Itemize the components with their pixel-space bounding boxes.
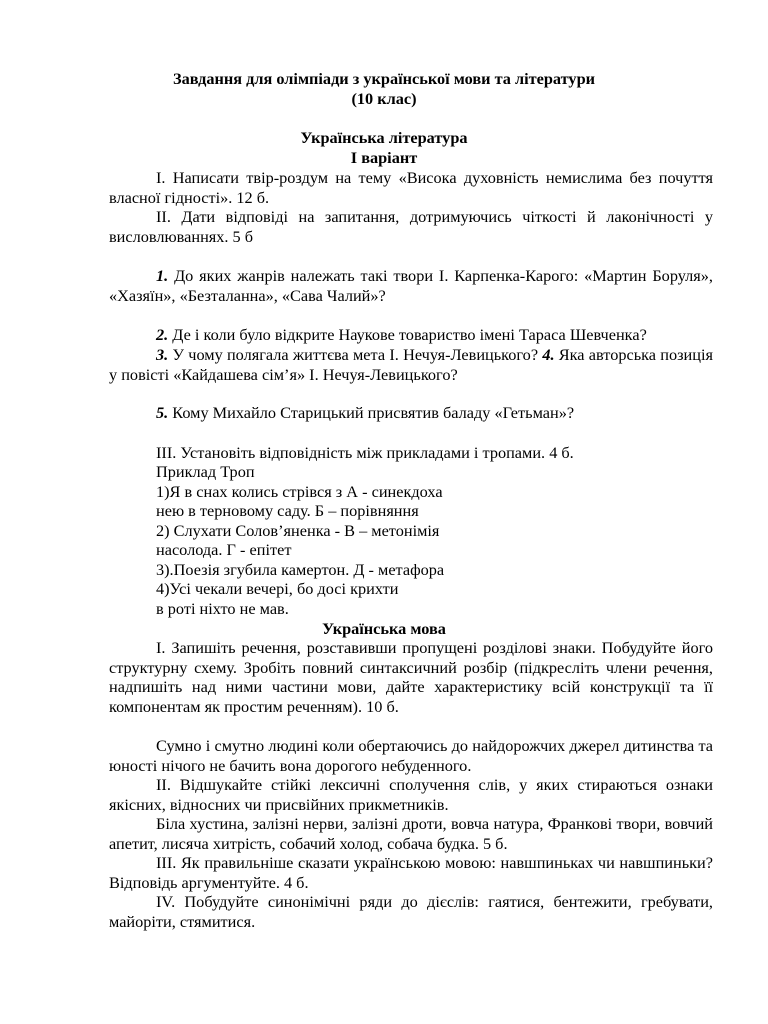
question-text: Яка авторська позиція у повісті «Кайдашева сім’я» І. Нечуя-Левицького? — [109, 345, 713, 384]
language-task-1: І. Запишіть речення, розставивши пропущені розділові знаки. Побудуйте його структурну схему. Зробіть повний синтаксичний розбір (підкресліть члени речення, надпишіть над ними частини мови, дайте характеристику всій конструкції та її компонентам як простим реченням). 10 б. — [109, 638, 713, 716]
variant-label: І варіант — [350, 148, 418, 167]
literature-heading: Українська література — [300, 128, 468, 147]
matching-line: 1)Я в снах колись стрівся з А - синекдоха — [156, 482, 443, 501]
question-3-4 — [109, 345, 713, 384]
document-title: Завдання для олімпіади з української мови та літератури — [172, 69, 596, 88]
question-5 — [109, 403, 713, 423]
question-number: 4. — [542, 345, 555, 364]
language-task-2: ІІ. Відшукайте стійкі лексичні сполучення слів, у яких стираються ознаки якісних, відносних чи присвійних прикметників. — [109, 775, 713, 814]
language-heading: Українська мова — [322, 619, 446, 638]
matching-header: Приклад Троп — [156, 462, 255, 481]
language-sentence: Сумно і смутно людині коли обертаючись до найдорожчих джерел дитинства та юності нічого не бачить вона дорогого небуденного. — [109, 736, 713, 775]
matching-line: 2) Слухати Солов’яненка - В – метонімія — [156, 521, 440, 540]
literature-task-3: ІІІ. Установіть відповідність між прикладами і тропами. 4 б. — [156, 443, 574, 462]
question-2 — [109, 325, 713, 345]
question-number: 3. — [156, 345, 169, 364]
question-number: 2. — [156, 325, 169, 344]
question-number: 1. — [156, 266, 169, 285]
language-phrases: Біла хустина, залізні нерви, залізні дроти, вовча натура, Франкові твори, вовчий апетит, лисяча хитрість, собачий холод, собача будка. 5 б. — [109, 814, 713, 853]
matching-line: 4)Усі чекали вечері, бо досі крихти — [156, 579, 399, 598]
question-1 — [109, 266, 713, 305]
literature-task-1: І. Написати твір-роздум на тему «Висока духовність немислима без почуття власної гідності». 12 б. — [109, 168, 713, 207]
matching-line: нею в терновому саду. Б – порівняння — [156, 501, 419, 520]
question-text: Кому Михайло Старицький присвятив баладу «Гетьман»? — [168, 403, 575, 422]
language-task-4: ІV. Побудуйте синонімічні ряди до дієслів: гаятися, бентежити, гребувати, майоріти, стямитися. — [109, 892, 713, 931]
grade-label: (10 клас) — [351, 89, 417, 108]
question-number: 5. — [156, 403, 169, 422]
question-text: До яких жанрів належать такі твори І. Карпенка-Карого: «Мартин Боруля», «Хазяїн», «Безталанна», «Сава Чалий»? — [109, 266, 713, 305]
matching-line: 3).Поезія згубила камертон. Д - метафора — [156, 560, 445, 579]
literature-task-2: ІІ. Дати відповіді на запитання, дотримуючись чіткості й лаконічності у висловлюваннях. 5 б — [109, 207, 713, 246]
question-text: У чому полягала життєва мета І. Нечуя-Левицького? — [168, 345, 543, 364]
matching-line: насолода. Г - епітет — [156, 540, 292, 559]
language-task-3: ІІІ. Як правильніше сказати українською мовою: навшпиньках чи навшпиньки? Відповідь аргументуйте. 4 б. — [109, 853, 713, 892]
question-text: Де і коли було відкрите Наукове товариство імені Тараса Шевченка? — [168, 325, 647, 344]
matching-line: в роті ніхто не мав. — [156, 599, 289, 618]
